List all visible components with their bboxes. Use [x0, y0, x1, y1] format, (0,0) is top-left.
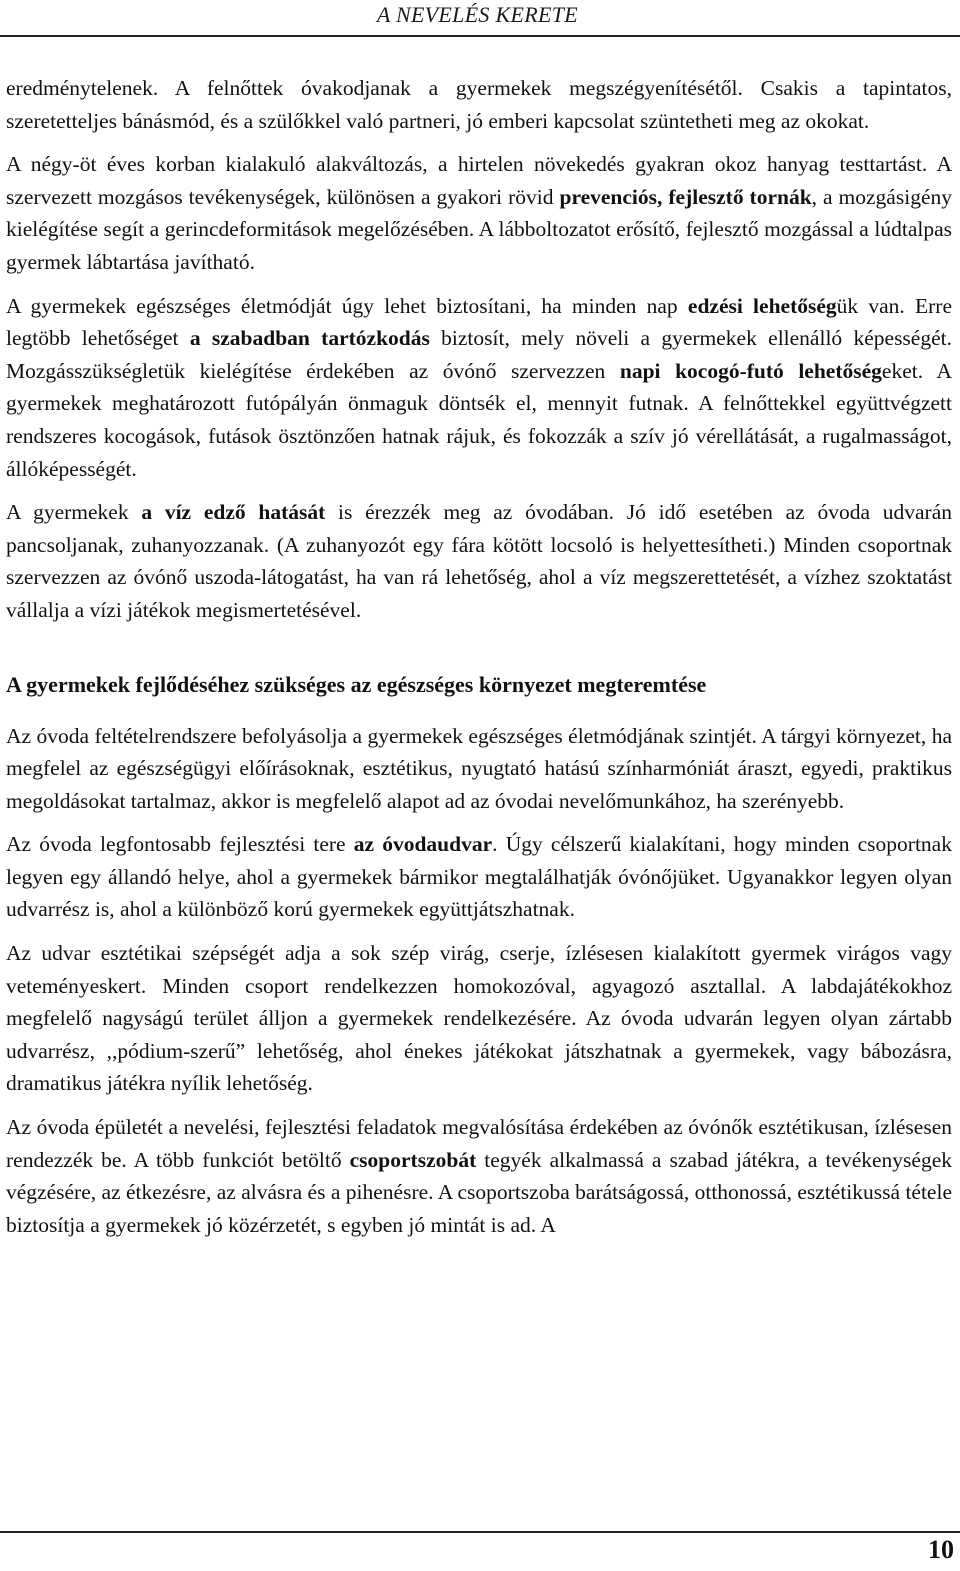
- text-run: Az udvar esztétikai szépségét adja a sok szép virág, cserje, ízlésesen kialakított gyermek virágos vagy veteményeskert. Minden csoport rendelkezzen homokozóval, agyagozó asztallal. A labdajátékokhoz megfelelő nagyságú terület álljon a gyermekek rendelkezésére. Az óvoda udvarán legyen olyan zártabb udvarrész, ,,pódium-szerű” lehetőség, ahol énekes játékokat játszhatnak a gyermekek, vagy bábozásra, dramatikus játékra nyílik lehetőség.: [6, 941, 952, 1096]
- paragraph: [6, 72, 952, 137]
- paragraph: [6, 496, 952, 626]
- header-rule: [0, 35, 960, 37]
- bold-text-run: a víz edző hatását: [141, 500, 326, 525]
- text-run: is érezzék meg az óvodában. Jó idő esetében az óvoda udvarán pancsoljanak, zuhanyozzanak. (A zuhanyozót egy fára kötött locsoló is helyettesítheti.) Minden csoportnak szervezzen az óvónő uszoda-látogatást, ha van rá lehetőség, ahol a víz megszerettetését, a vízhez szoktatást vállalja a vízi játékok megismertetésével.: [6, 500, 952, 622]
- text-run: Az óvoda épületét a nevelési, fejlesztési feladatok megvalósítása érdekében az óvónők esztétikusan, ízlésesen rendezzék be. A több funkciót betöltő: [6, 1115, 952, 1172]
- running-header-title: A NEVELÉS KERETE: [376, 2, 578, 27]
- paragraph: [6, 290, 952, 486]
- text-run: A gyermekek egészséges életmódját úgy lehet biztosítani, ha minden nap: [6, 293, 688, 318]
- text-run: . Úgy célszerű kialakítani, hogy minden csoportnak legyen egy állandó helye, ahol a gyermekek bármikor megtalálhatják óvónőjüket. Ugyanakkor legyen olyan udvarrész is, ahol a különböző korú gyermekek együttjátszhatnak.: [6, 832, 952, 922]
- bold-text-run: napi kocogó-futó lehetőség: [619, 358, 882, 383]
- paragraph: [6, 828, 952, 926]
- footer-rule: [0, 1531, 960, 1533]
- bold-text-run: csoportszobát: [349, 1147, 477, 1172]
- bold-text-run: prevenciós, fejlesztő tornák: [559, 184, 812, 209]
- paragraph: [6, 148, 952, 278]
- text-run: A gyermekek: [6, 500, 142, 525]
- text-run: eredménytelenek. A felnőttek óvakodjanak a gyermekek megszégyenítésétől. Csakis a tapintatos, szeretetteljes bánásmód, és a szülőkkel való partneri, jó emberi kapcsolat szüntetheti meg az okokat.: [6, 76, 952, 133]
- body-text: [6, 72, 952, 1241]
- text-run: biztosít, mely növeli a gyermekek ellenálló képességét. Mozgásszükségletük kielégítése érdekében az óvónő szervezzen: [6, 326, 952, 383]
- paragraph: [6, 937, 952, 1100]
- text-run: eket. A gyermekek meghatározott futópályán önmaguk döntsék el, mennyit futnak. A felnőttekkel együttvégzett rendszeres kocogások, futások ösztönzően hatnak rájuk, és fokozzák a szív jó vérellátását, a rugalmasságot, állóképességét.: [6, 358, 952, 481]
- text-run: ük van. Erre legtöbb lehetőséget: [6, 293, 952, 351]
- text-run: Az óvoda feltételrendszere befolyásolja a gyermekek egészséges életmódjának szintjét. A tárgyi környezet, ha megfelel az egészségügyi előírásoknak, esztétikus, nyugtató hatású színharmóniát áraszt, egyedi, praktikus megoldásokat tartalmaz, akkor is megfelelő alapot ad az óvodai nevelőmunkához, ha szerényebb.: [6, 723, 952, 813]
- page-number: 10: [928, 1535, 954, 1564]
- text-run: A négy-öt éves korban kialakuló alakváltozás, a hirtelen növekedés gyakran okoz hanyag testtartást. A szervezett mozgásos tevékenységek, különösen a gyakori rövid: [6, 152, 952, 209]
- page-header: [0, 0, 960, 36]
- bold-text-run: edzési lehetőség: [687, 293, 837, 318]
- text-run: , a mozgásigény kielégítése segít a gerincdeformitások megelőzésében. A lábboltozatot erősítő, fejlesztő mozgással a lúdtalpas gyermek lábtartása javítható.: [6, 184, 952, 274]
- paragraph: [6, 1111, 952, 1241]
- bold-text-run: a szabadban tartózkodás: [189, 326, 430, 351]
- text-run: Az óvoda legfontosabb fejlesztési tere: [6, 832, 354, 857]
- paragraph: [6, 720, 952, 818]
- bold-text-run: az óvodaudvar: [353, 832, 493, 857]
- section-heading: A gyermekek fejlődéséhez szükséges az egészséges környezet megteremtése: [6, 671, 707, 697]
- text-run: tegyék alkalmassá a szabad játékra, a tevékenységek végzésére, az étkezésre, az alvásra és a pihenésre. A csoportszoba barátságossá, otthonossá, esztétikussá tétele biztosítja a gyermekek jó közérzetét, s egyben jó mintát is ad. A: [6, 1147, 952, 1237]
